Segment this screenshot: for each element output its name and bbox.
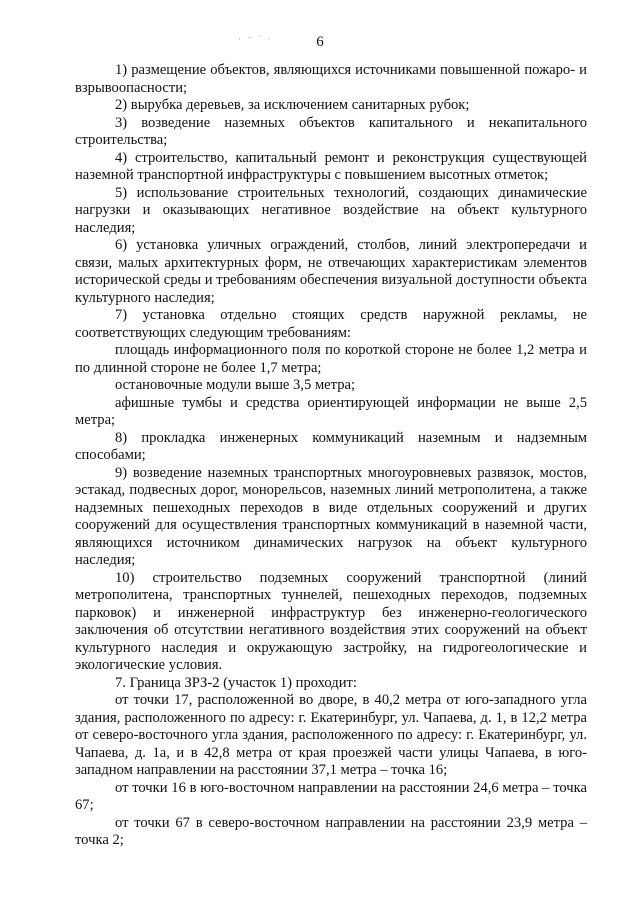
paragraph: 4) строительство, капитальный ремонт и реконструкция существующей наземной транспортной инфраструктуры с повышением высотных отметок;	[75, 149, 587, 183]
paragraph: от точки 67 в северо-восточном направлении на расстоянии 23,9 метра – точка 2;	[75, 814, 587, 848]
paragraph: 1) размещение объектов, являющихся источниками повышенной пожаро- и взрывоопасности;	[75, 62, 587, 96]
paragraph: 3) возведение наземных объектов капитального и некапитального строительства;	[75, 114, 587, 148]
document-body	[75, 62, 587, 850]
paragraph: 8) прокладка инженерных коммуникаций наземным и надземным способами;	[75, 429, 587, 463]
paragraph: от точки 17, расположенной во дворе, в 40,2 метра от юго-западного угла здания, расположенного по адресу: г. Екатеринбург, ул. Чапаева, д. 1, в 12,2 метра от северо-восточного угла здания, расположенного по адресу: г. Екатеринбург, ул. Чапаева, д. 1а, и в 42,8 метра от края проезжей части улицы Чапаева, в юго-западном направлении на расстоянии 37,1 метра – точка 16;	[75, 692, 587, 778]
paragraph: остановочные модули выше 3,5 метра;	[115, 377, 356, 393]
paragraph: 5) использование строительных технологий, создающих динамические нагрузки и оказывающих негативное воздействие на объект культурного наследия;	[75, 184, 587, 236]
section-heading: 7. Граница ЗРЗ-2 (участок 1) проходит:	[115, 674, 357, 691]
scan-marks: · ⁻ ˙ ·	[238, 34, 273, 44]
paragraph: площадь информационного поля по короткой стороне не более 1,2 метра и по длинной стороне не более 1,7 метра;	[75, 342, 587, 376]
paragraph: 6) установка уличных ограждений, столбов, линий электропередачи и связи, малых архитектурных форм, не отвечающих характеристикам элементов исторической среды и требованиям обеспечения визуальной доступности объекта культурного наследия;	[75, 237, 587, 306]
paragraph: от точки 16 в юго-восточном направлении на расстоянии 24,6 метра – точка 67;	[75, 779, 587, 813]
page-number: 6	[316, 34, 324, 50]
paragraph: 9) возведение наземных транспортных многоуровневых развязок, мостов, эстакад, подвесных дорог, монорельсов, наземных линий метрополитена, а также надземных пешеходных переходов в виде отдельных сооружений и других сооружений для осуществления транспортных коммуникаций в наземной части, являющихся источником динамических нагрузок на объект культурного наследия;	[75, 464, 587, 568]
paragraph: 2) вырубка деревьев, за исключением санитарных рубок;	[115, 97, 470, 113]
paragraph: 7) установка отдельно стоящих средств наружной рекламы, не соответствующих следующим требованиям:	[75, 307, 587, 341]
paragraph: 10) строительство подземных сооружений транспортной (линий метрополитена, транспортных туннелей, пешеходных переходов, подземных парковок) и инженерной инфраструктур без инженерно-геологического заключения об отсутствии негативного воздействия этих сооружений на объект культурного наследия и окружающую застройку, на гидрогеологические и экологические условия.	[75, 569, 587, 673]
paragraph: афишные тумбы и средства ориентирующей информации не выше 2,5 метра;	[75, 394, 587, 428]
